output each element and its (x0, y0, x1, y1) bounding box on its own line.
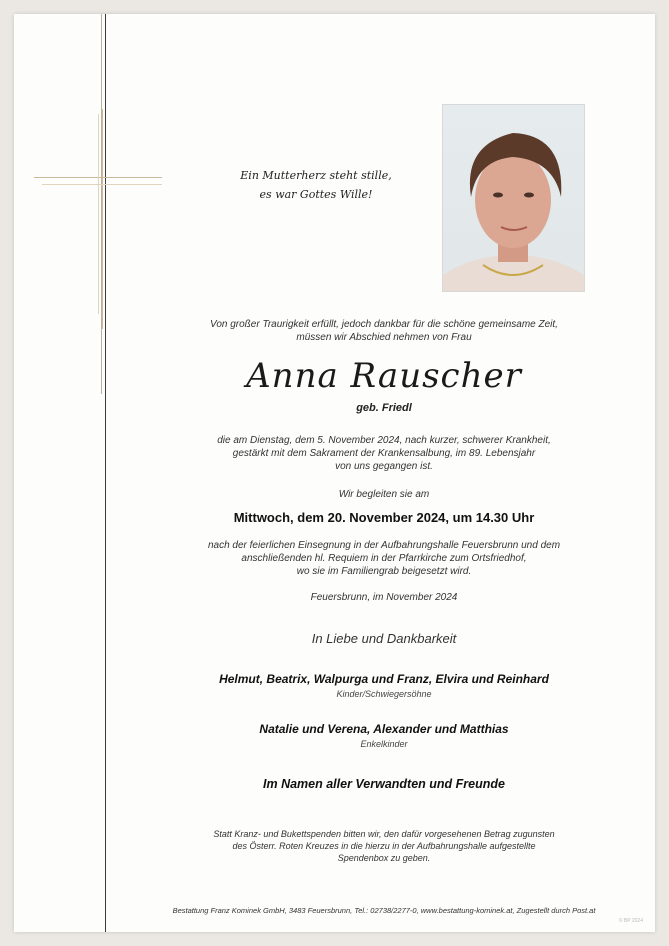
ceremony-line-2: anschließenden hl. Requiem in der Pfarrkirche zum Ortsfriedhof, (241, 553, 527, 564)
intro-text (164, 318, 604, 344)
death-notice (164, 434, 604, 473)
deceased-name: Anna Rauscher (246, 356, 522, 396)
mourners-grandchildren-role: Enkelkinder (360, 739, 408, 749)
place-date: Feuersbrunn, im November 2024 (310, 592, 458, 603)
mourners-children-role: Kinder/Schwiegersöhne (336, 689, 432, 699)
donation-line-2: des Österr. Roten Kreuzes in die hierzu in der Aufbahrungshalle aufgestellte (232, 841, 536, 851)
obituary-card (14, 14, 655, 932)
watermark: © BP 2024 (618, 918, 643, 924)
ceremony-line-3: wo sie im Familiengrab beigesetzt wird. (296, 566, 472, 577)
death-notice-line-3: von uns gegangen ist. (335, 461, 433, 472)
death-notice-line-1: die am Dienstag, dem 5. November 2024, nach kurzer, schwerer Krankheit, (217, 435, 551, 446)
donation-line-1: Statt Kranz- und Bukettspenden bitten wir, den dafür vorgesehenen Betrag zugunsten (213, 829, 555, 839)
mourners-grandchildren: Natalie und Verena, Alexander und Matthias (259, 722, 509, 736)
quote-line-1: Ein Mutterherz steht stille, (240, 169, 392, 182)
ceremony-line-1: nach der feierlichen Einsegnung in der Aufbahrungshalle Feuersbrunn und dem (207, 540, 561, 551)
funeral-date: Mittwoch, dem 20. November 2024, um 14.30 Uhr (233, 510, 535, 525)
donation-text (164, 828, 604, 864)
maiden-name: geb. Friedl (356, 402, 412, 414)
death-notice-line-2: gestärkt mit dem Sakrament der Krankensalbung, im 89. Lebensjahr (232, 448, 536, 459)
intro-line-2: müssen wir Abschied nehmen von Frau (296, 332, 472, 343)
relatives-line: Im Namen aller Verwandten und Freunde (263, 777, 505, 791)
mourners-children: Helmut, Beatrix, Walpurga und Franz, Elvira und Reinhard (219, 672, 549, 686)
memorial-quote (226, 166, 406, 204)
accompany-text: Wir begleiten sie am (338, 489, 430, 500)
vertical-rule (105, 14, 106, 932)
ceremony-text (164, 539, 604, 578)
quote-line-2: es war Gottes Wille! (259, 188, 373, 201)
footer-imprint: Bestattung Franz Kominek GmbH, 3483 Feuersbrunn, Tel.: 02738/2277-0, www.bestattung-kominek.at, Zugestellt durch Post.at (172, 906, 596, 915)
intro-line-1: Von großer Traurigkeit erfüllt, jedoch dankbar für die schöne gemeinsame Zeit, (210, 319, 558, 330)
donation-line-3: Spendenbox zu geben. (337, 853, 431, 863)
portrait-photo (442, 104, 585, 292)
gratitude-line: In Liebe und Dankbarkeit (311, 631, 457, 646)
